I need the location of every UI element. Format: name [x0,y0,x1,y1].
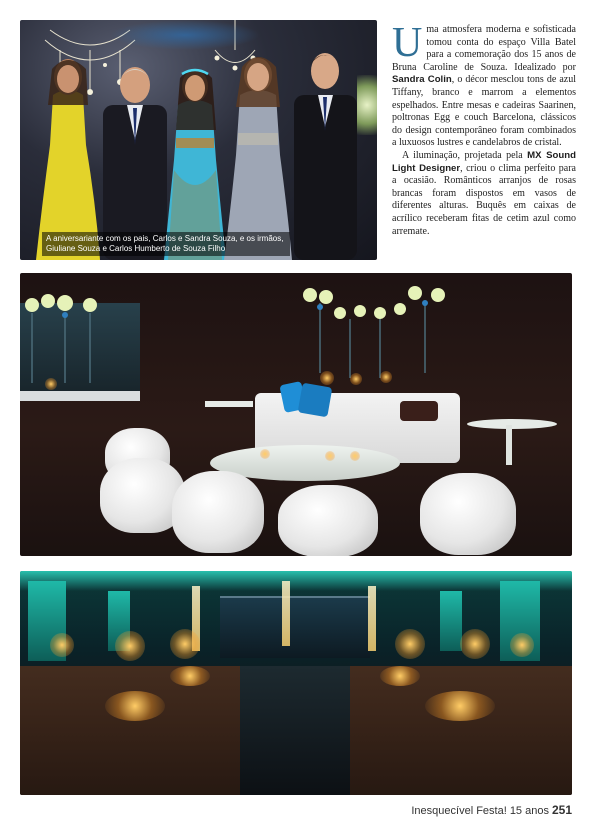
crystal-candelabra [282,581,290,646]
paragraph-1-continuation: , o décor mesclou tons de azul Tiffany, branco e marrom a elementos espelhados. Entre mesas e cadeiras Saarinen, poltronas Egg e couch Barcelona, clássicos do design contemporâneo foram combinados a luxuosos lustres e candelabros de cristal. [392,74,577,149]
side-table-right [467,419,557,429]
egg-chair [172,471,264,553]
candle-glow [320,371,334,385]
candle-glow [325,451,335,461]
egg-chair [278,485,378,556]
paragraph-2-start: A iluminação, projetada pela [402,149,528,161]
brown-cushion [400,401,438,421]
stage [220,596,370,658]
side-table-left [205,401,253,407]
side-table-leg [506,425,512,465]
candle-glow [350,373,362,385]
page-number: 251 [551,803,572,817]
candle-glow [350,451,360,461]
floral-centerpiece [170,629,200,659]
floral-centerpiece [395,629,425,659]
table-candles [170,666,210,686]
person-mother [218,45,298,260]
plant-decor [357,75,377,135]
blue-cushion [298,383,333,418]
floral-centerpiece [115,631,145,661]
magazine-title: Inesquecível Festa! 15 anos [411,805,549,817]
floral-centerpiece [460,629,490,659]
dining-tables-right [350,666,572,795]
table-candles [105,691,165,721]
lighting-designer-name: MX Sound Light Designer [392,149,576,174]
table-candles [380,666,420,686]
ballroom-photo [20,571,572,795]
lounge-photo [20,273,572,556]
drop-cap: U [392,20,423,66]
article-body [392,20,577,238]
dining-tables-left [20,666,240,795]
paragraph-1-text: ma atmosfera moderna e sofisticada tomou conta do espaço Villa Batel para a comemoração dos 15 anos de Bruna Caroline de Souza. Idealizado por [392,24,576,73]
candle-glow [260,449,270,459]
mirrored-floor [240,666,350,795]
family-portrait-photo [20,20,377,260]
egg-chair [420,473,516,555]
candle-glow [380,371,392,383]
floral-centerpiece [50,633,74,657]
tiffany-panel [440,591,462,651]
table-candles [425,691,495,721]
photo-caption: A aniversariante com os pais, Carlos e Sandra Souza, e os irmãos, Giuliane Souza e Carlos Humberto de Souza Filho [42,232,290,256]
page-footer [411,803,572,817]
article-paragraph-2 [392,150,576,238]
person-brother [288,35,363,260]
floral-centerpiece [510,633,534,657]
article-paragraph-1 [392,20,577,150]
paragraph-2-continuation: , criou o clima perfeito para a ocasião. Românticos arranjos de rosas brancas foram dispostos em vasos de diferentes alturas. Buquês em caixas de acrílico receberam fitas de cetim azul como arremate. [392,162,576,237]
candle-glow [45,378,57,390]
decorator-name: Sandra Colin [392,74,452,86]
ceiling-glow [20,571,572,591]
crystal-candelabra [368,586,376,651]
